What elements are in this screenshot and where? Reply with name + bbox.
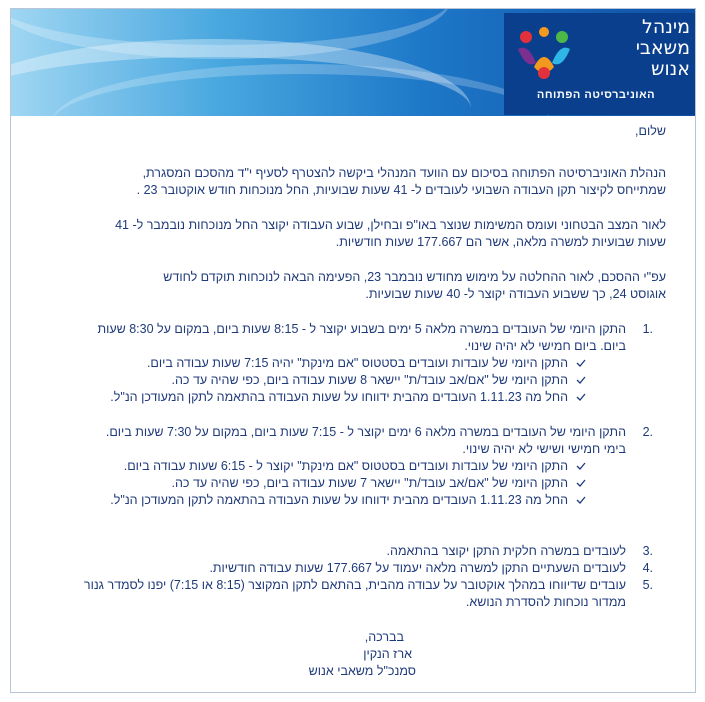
checkmark-icon: [576, 479, 586, 487]
list-item: 4. לעובדים השעתיים התקן למשרה מלאה יעמוד על 177.667 שעות עבודה חודשיות.: [209, 561, 653, 575]
sub-item: התקן היומי של עובדות ועובדים בסטטוס "אם מינקת" יהיה 7:15 שעות עבודה ביום.: [30, 355, 586, 372]
letter-body: [30, 123, 666, 680]
logo-title: מינהל משאבי אנוש: [635, 16, 690, 80]
checkmark-icon: [576, 393, 586, 401]
signer-title: סמנכ"ל משאבי אנוש: [308, 664, 416, 678]
numbered-list-continued: [30, 543, 666, 611]
item-number: 4.: [642, 561, 653, 575]
paragraph-3-line-1: עפ"י ההסכם, לאור ההחלטה על מימוש מחודש נובמבר 23, הפעימה הבאה לנוכחות תוקדם לחודש: [163, 270, 666, 284]
item-number: 5.: [642, 578, 653, 592]
numbered-list: [30, 321, 666, 509]
signer-name: ארז הנקין: [363, 647, 412, 661]
sub-list: [30, 355, 626, 406]
closing: בברכה,: [364, 630, 404, 644]
checkmark-icon: [576, 359, 586, 367]
item-number: 1.: [642, 322, 653, 336]
sub-item: התקן היומי של עובדות ועובדים בסטטוס "אם מינקת" יקוצר ל - 6:15 שעות עבודה ביום.: [30, 458, 586, 475]
list-item: 1. התקן היומי של העובדים במשרה מלאה 5 ימים בשבוע יקוצר ל - 8:15 שעות ביום, במקום על 8:30 שעות ביום. ביום חמישי לא יהיה שינוי. התקן היומי של עובדות ועובדים בסטטוס "אם מינקת" יהיה 7:15 שעות עבודה ביום. התקן היומי של "אם/אב עובד/ת" יישאר 8 שעות עבודה ביום, כפי שהיה עד כה. החל מה 1.11.23 העובדים מהבית ידווחו על שעות העבודה בהתאמה לתקן המעודכן הנ"ל.: [30, 321, 666, 406]
logo: [504, 13, 695, 115]
sub-item: התקן היומי של "אם/אב עובד/ת" יישאר 8 שעות עבודה ביום, כפי שהיה עד כה.: [30, 372, 586, 389]
signature-block: [30, 629, 666, 680]
list-item: 2. התקן היומי של העובדים במשרה מלאה 6 ימים יקוצר ל - 7:15 שעות ביום, במקום על 7:30 שעות ביום. בימי חמישי ושישי לא יהיה שינוי. התקן היומי של עובדות ועובדים בסטטוס "אם מינקת" יקוצר ל - 6:15 שעות עבודה ביום. התקן היומי של "אם/אב עובד/ת" יישאר 7 שעות עבודה ביום, כפי שהיה עד כה. החל מה 1.11.23 העובדים מהבית ידווחו על שעות העבודה בהתאמה לתקן המעודכן הנ"ל.: [30, 424, 666, 509]
checkmark-icon: [576, 462, 586, 470]
sub-item: החל מה 1.11.23 העובדים מהבית ידווחו על שעות העבודה בהתאמה לתקן המעודכן הנ"ל.: [30, 389, 586, 406]
paragraph-3-line-2: אוגוסט 24, כך ששבוע העבודה יקוצר ל- 40 שעות שבועיות.: [365, 287, 666, 301]
list-item: 5. עובדים שדיווחו במהלך אוקטובר על עבודה מהבית, בהתאם לתקן המקוצר (8:15 או 7:15) יפנו לסמדר גנור ממדור נוכחות להסדרת הנושא.: [83, 578, 653, 609]
paragraph-2-line-2: שעות שבועיות למשרה מלאה, אשר הם 177.667 שעות חודשיות.: [335, 235, 666, 249]
sub-item: החל מה 1.11.23 העובדים מהבית ידווחו על שעות העבודה בהתאמה לתקן המעודכן הנ"ל.: [30, 492, 586, 509]
checkmark-icon: [576, 376, 586, 384]
list-item: 3. לעובדים במשרה חלקית התקן יקוצר בהתאמה.: [386, 544, 653, 558]
item-number: 2.: [642, 425, 653, 439]
sub-item: התקן היומי של "אם/אב עובד/ת" יישאר 7 שעות עבודה ביום, כפי שהיה עד כה.: [30, 475, 586, 492]
paragraph-2-line-1: לאור המצב הבטחוני ועומס המשימות שנוצר באו"פ ובחילן, שבוע העבודה יקוצר החל מנוכחות נובמבר ל- 41: [115, 218, 666, 232]
paragraph-1-line-1: הנהלת האוניברסיטה הפתוחה בסיכום עם הוועד המנהלי ביקשה להצטרף לסעיף י"ד מהסכם המסגרת,: [142, 166, 666, 180]
greeting: שלום,: [635, 124, 666, 138]
paragraph-1-line-2: שמתייחס לקיצור תקן העבודה השבועי לעובדים ל- 41 שעות שבועיות, החל מנוכחות חודש אוקטובר 23 .: [136, 183, 666, 197]
header-banner: [11, 9, 695, 116]
checkmark-icon: [576, 496, 586, 504]
people-logo-icon: [512, 23, 576, 87]
sub-list: [30, 458, 626, 509]
logo-subtitle: האוניברסיטה הפתוחה: [536, 89, 656, 101]
item-number: 3.: [642, 544, 653, 558]
